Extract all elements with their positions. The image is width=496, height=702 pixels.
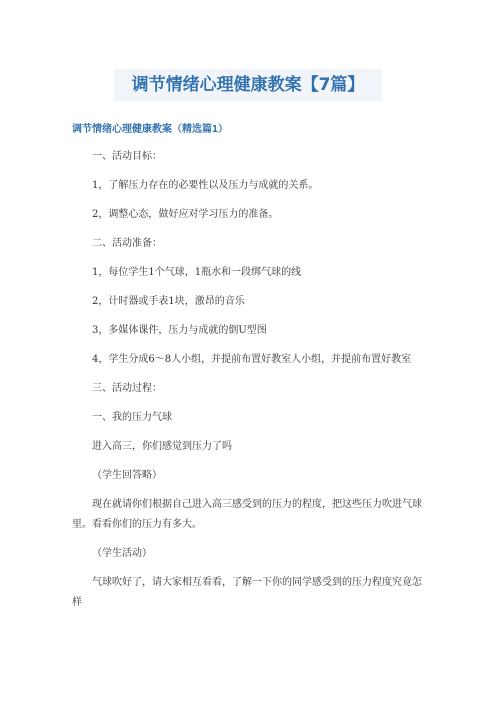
paragraph-goal-heading: 一、活动目标： <box>92 151 162 162</box>
paragraph-prep-4: 4，学生分成6～8人小组，并提前布置好教室人小组，并提前布置好教室 <box>92 354 412 365</box>
paragraph-activity-note: （学生活动） <box>92 548 152 559</box>
paragraph-answer-note: （学生回答略） <box>92 470 162 481</box>
paragraph-prep-heading: 二、活动准备： <box>92 238 162 249</box>
document-title: 调节情绪心理健康教案【7篇】 <box>131 75 365 95</box>
paragraph-prep-2: 2，计时器或手表1块，激昂的音乐 <box>92 296 245 307</box>
paragraph-prep-1: 1，每位学生1个气球，1瓶水和一段绑气球的线 <box>92 267 302 278</box>
paragraph-review-line-2: 样 <box>72 597 82 608</box>
paragraph-balloon-heading: 一、我的压力气球 <box>92 412 172 423</box>
paragraph-goal-1: 1，了解压力存在的必要性以及压力与成就的关系。 <box>92 180 319 191</box>
paragraph-question: 进入高三，你们感觉到压力了吗 <box>92 441 232 452</box>
paragraph-review-line-1: 气球吹好了，请大家相互看看，了解一下你的同学感受到的压力程度究竟怎 <box>92 577 422 588</box>
section-heading: 调节情绪心理健康教案（精选篇1） <box>72 124 229 135</box>
paragraph-instruction-line-1: 现在就请你们根据自己进入高三感受到的压力的程度，把这些压力吹进气球 <box>92 499 422 510</box>
paragraph-instruction-line-2: 里。看看你们的压力有多大。 <box>72 519 202 530</box>
paragraph-process-heading: 三、活动过程： <box>92 383 162 394</box>
paragraph-prep-3: 3，多媒体课件，压力与成就的倒U型图 <box>92 325 267 336</box>
paragraph-goal-2: 2，调整心态，做好应对学习压力的准备。 <box>92 209 279 220</box>
